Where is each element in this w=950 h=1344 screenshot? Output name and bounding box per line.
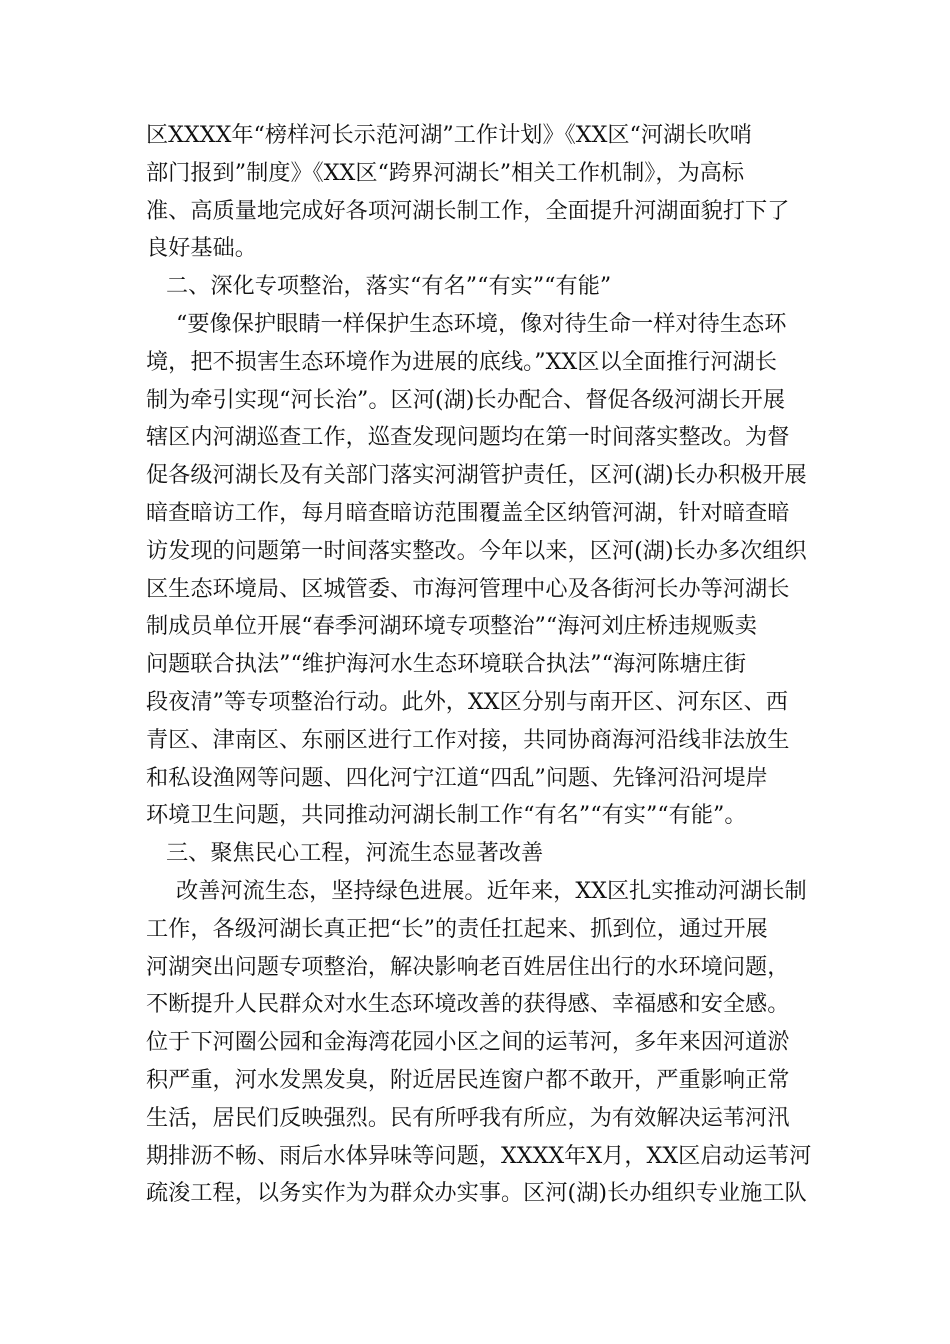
body-text-line: 促各级河湖长及有关部门落实河湖管护责任，区河(湖)长办积极开展 — [146, 462, 807, 489]
section-heading: 二、深化专项整治，落实“有名”“有实”“有能” — [166, 273, 612, 300]
body-text-line: 疏浚工程，以务实作为为群众办实事。区河(湖)长办组织专业施工队 — [146, 1180, 807, 1207]
body-text-line: 区生态环境局、区城管委、市海河管理中心及各街河长办等河湖长 — [146, 575, 790, 602]
body-text-line: 访发现的问题第一时间落实整改。今年以来，区河(湖)长办多次组织 — [146, 537, 807, 564]
body-text-line: 积严重，河水发黑发臭，附近居民连窗户都不敢开，严重影响正常 — [146, 1066, 790, 1093]
body-text-line: 制为牵引实现“河长治”。区河(湖)长办配合、督促各级河湖长开展 — [146, 386, 786, 413]
body-text-line: 生活，居民们反映强烈。民有所呼我有所应，为有效解决运苇河汛 — [146, 1104, 790, 1131]
body-text-line: 和私设渔网等问题、四化河宁江道“四乱”问题、先锋河沿河堤岸 — [146, 764, 768, 791]
body-text-line: 问题联合执法”“维护海河水生态环境联合执法”“海河陈塘庄街 — [146, 651, 747, 678]
paragraph-first-line: 改善河流生态，坚持绿色进展。近年来，XX区扎实推动河湖长制 — [176, 877, 807, 904]
body-text-line: 环境卫生问题，共同推动河湖长制工作“有名”“有实”“有能”。 — [146, 802, 747, 829]
body-text-line: 部门报到”制度》《XX区“跨界河湖长”相关工作机制》，为高标 — [146, 159, 745, 186]
body-text-line: 良好基础。 — [146, 235, 257, 262]
body-text-line: 青区、津南区、东丽区进行工作对接，共同协商海河沿线非法放生 — [146, 726, 790, 753]
body-text-line: 制成员单位开展“春季河湖环境专项整治”“海河刘庄桥违规贩卖 — [146, 613, 757, 640]
body-text-line: 准、高质量地完成好各项河湖长制工作，全面提升河湖面貌打下了 — [146, 197, 790, 224]
body-text-line: 暗查暗访工作，每月暗查暗访范围覆盖全区纳管河湖，针对暗查暗 — [146, 499, 790, 526]
body-text-line: 段夜清”等专项整治行动。此外，XX区分别与南开区、河东区、西 — [146, 688, 788, 715]
body-text-line: 不断提升人民群众对水生态环境改善的获得感、幸福感和安全感。 — [146, 991, 790, 1018]
body-text-line: 区XXXX年“榜样河长示范河湖”工作计划》《XX区“河湖长吹哨 — [146, 122, 752, 148]
body-text-line: 位于下河圈公园和金海湾花园小区之间的运苇河，多年来因河道淤 — [146, 1029, 790, 1056]
body-text-line: 境，把不损害生态环境作为进展的底线。”XX区以全面推行河湖长 — [146, 348, 777, 375]
body-text-line: 辖区内河湖巡查工作，巡查发现问题均在第一时间落实整改。为督 — [146, 424, 790, 451]
body-text-line: 河湖突出问题专项整治，解决影响老百姓居住出行的水环境问题， — [146, 953, 790, 980]
paragraph-first-line: “要像保护眼睛一样保护生态环境，像对待生命一样对待生态环 — [176, 310, 787, 337]
body-text-line: 期排沥不畅、雨后水体异味等问题，XXXX年X月，XX区启动运苇河 — [146, 1142, 812, 1169]
section-heading: 三、聚焦民心工程，河流生态显著改善 — [166, 840, 544, 867]
body-text-line: 工作，各级河湖长真正把“长”的责任扛起来、抓到位，通过开展 — [146, 915, 768, 942]
document-body — [146, 117, 812, 1213]
